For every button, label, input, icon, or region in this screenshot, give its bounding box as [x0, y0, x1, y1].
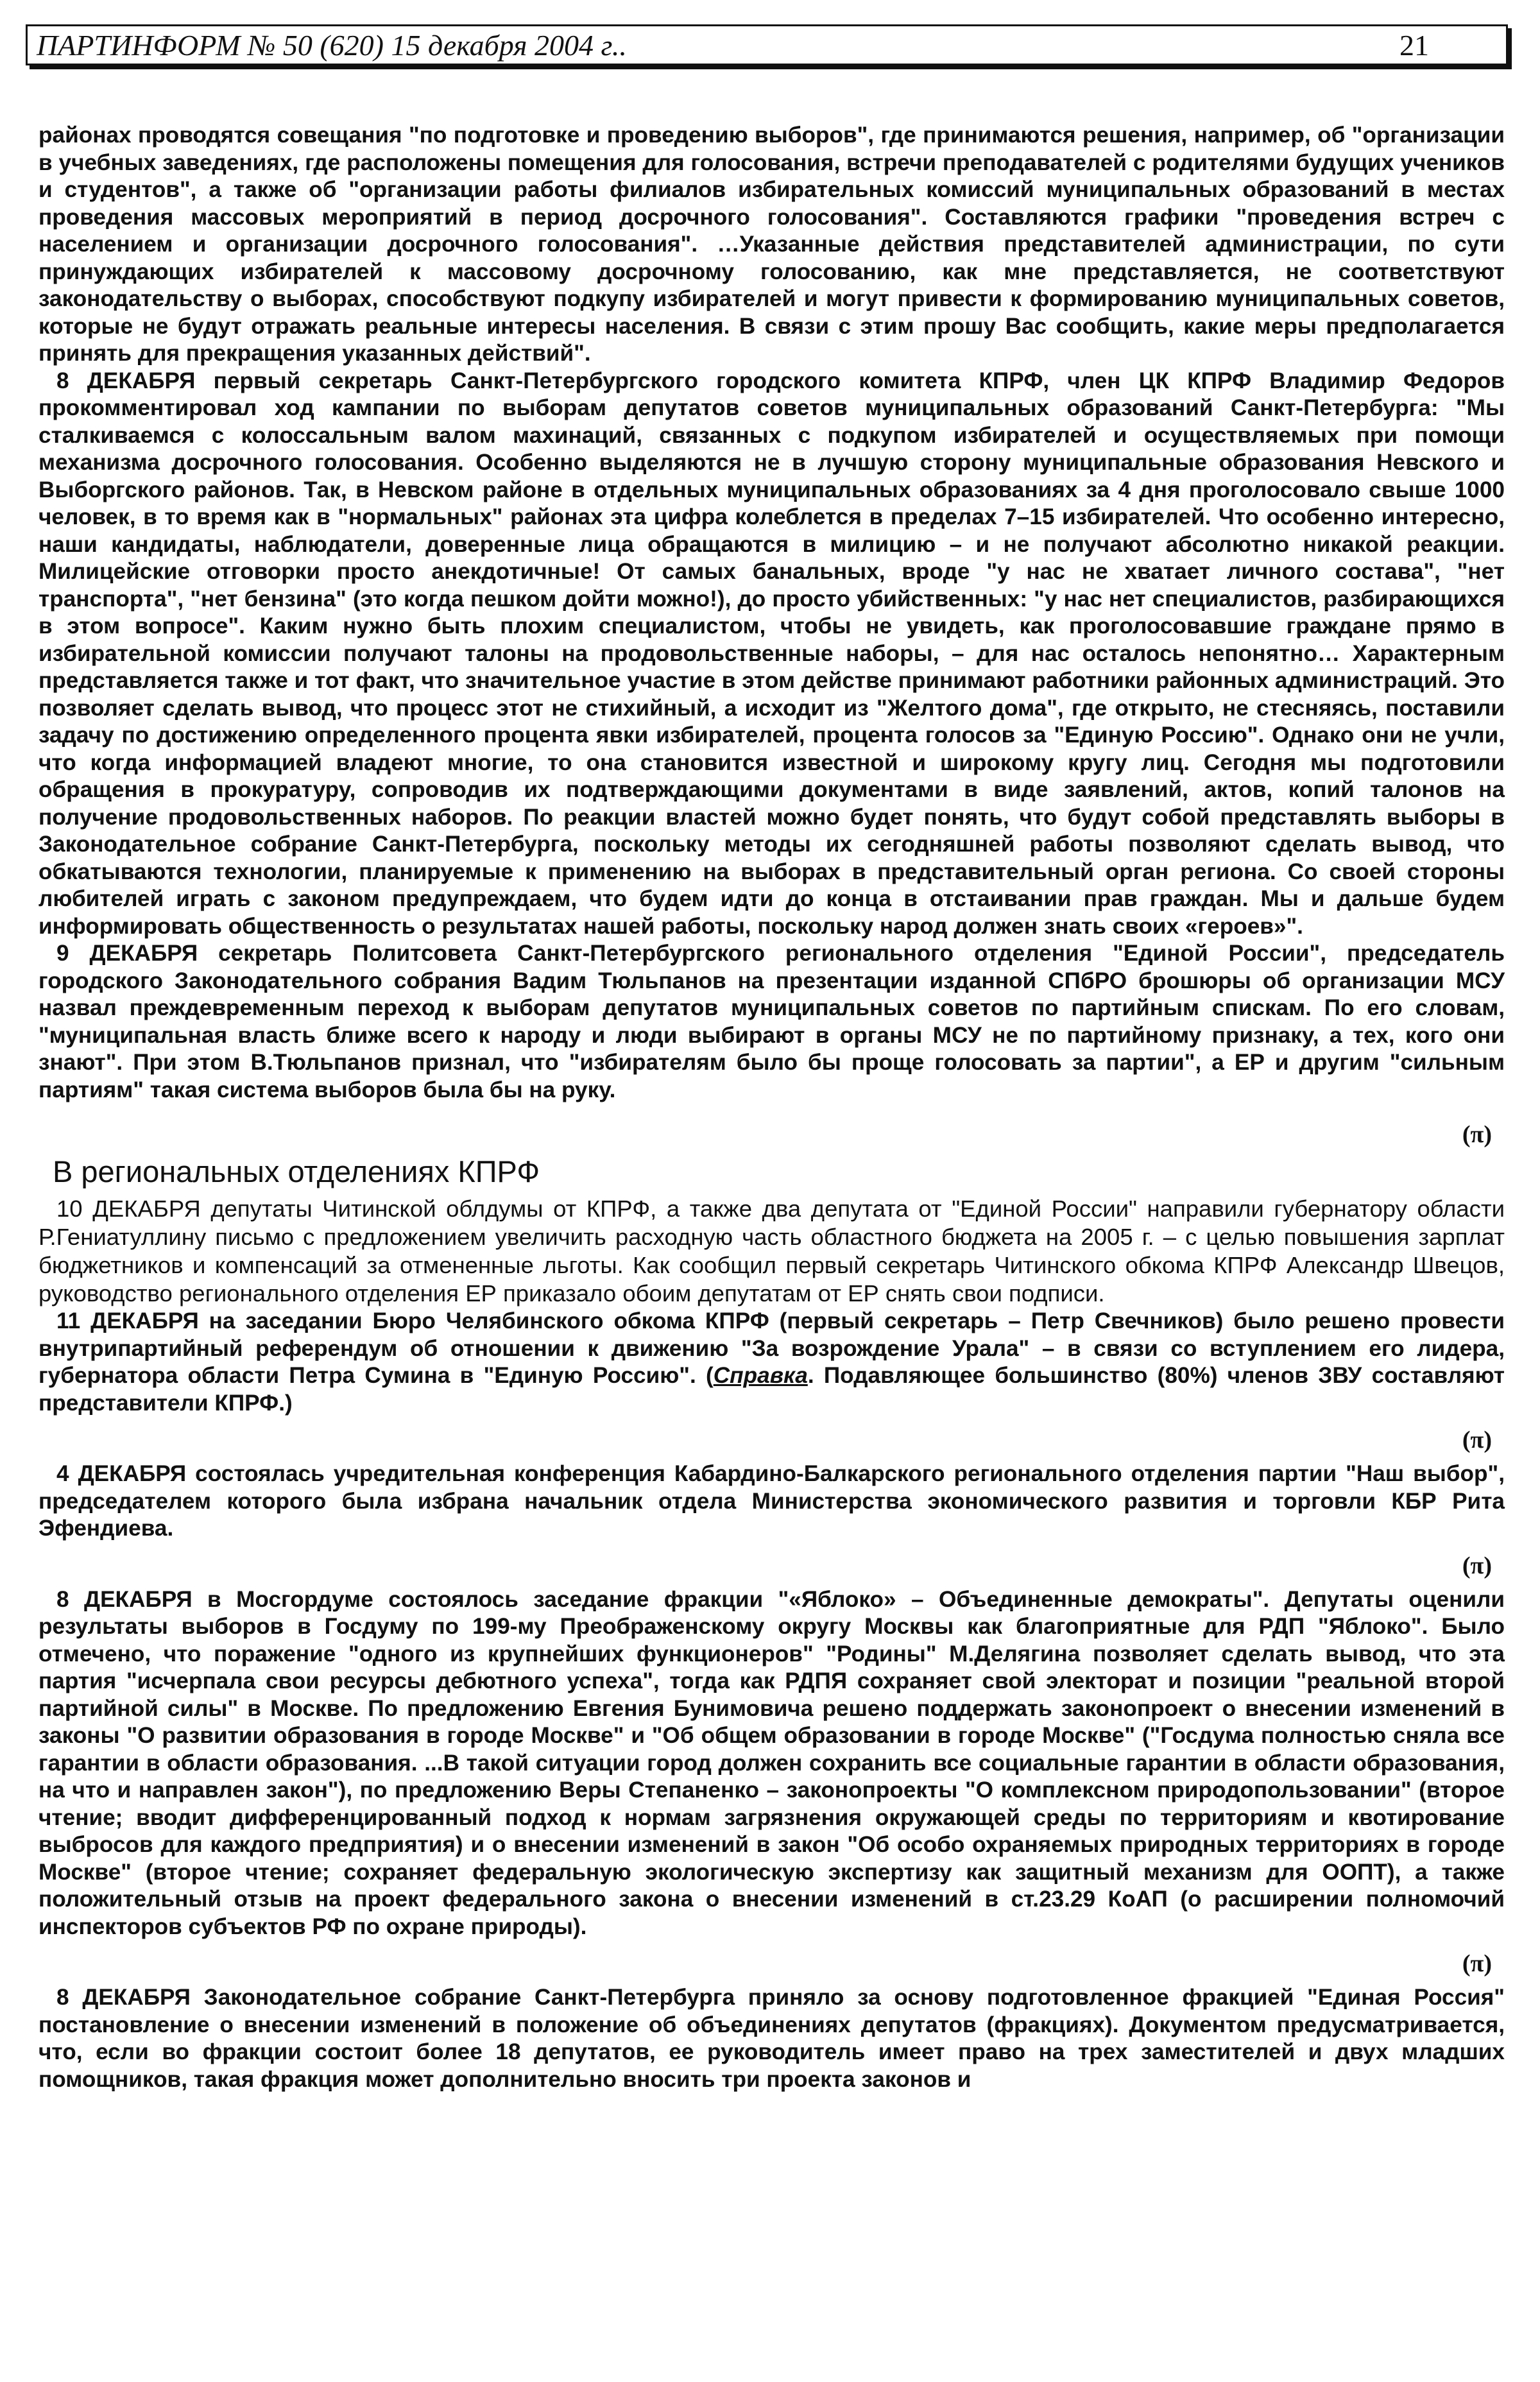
paragraph-kbr: 4 ДЕКАБРЯ состоялась учредительная конференция Кабардино-Балкарского регионального отделения партии "Наш выбор", председателем которого была избрана начальник отдела Министерства экономического развития и торговли КБР Рита Эфендиева.	[38, 1461, 1505, 1541]
paragraph-letter-continuation: районах проводятся совещания "по подготовке и проведению выборов", где принимаются решения, например, об "организации в учебных заведениях, где расположены помещения для голосования, встречи преподавателей с родителями будущих учеников и студентов", а также об "организации работы филиалов избирательных комиссий муниципальных образований в местах проведения массовых мероприятий в период досрочного голосования". Составляются графики "проведения встреч с населением и организации досрочного голосования". …Указанные действия представителей администрации, по сути принуждающих избирателей к массовому досрочному голосованию, как мне представляется, не соответствуют законодательству о выборах, способствуют подкупу избирателей и могут привести к формированию муниципальных советов, которые не будут отражать реальные интересы населения. В связи с этим прошу Вас сообщить, какие меры предполагается принять для прекращения указанных действий".	[38, 123, 1505, 366]
source-mark: (π)	[1462, 1427, 1492, 1453]
source-mark: (π)	[1462, 1552, 1492, 1579]
reference-link[interactable]: Справка	[713, 1363, 808, 1388]
paragraph-spb-assembly: 8 ДЕКАБРЯ Законодательное собрание Санкт-Петербурга приняло за основу подготовленное фракцией "Единая Россия" постановление о внесении изменений в положение об объединениях депутатов (фракциях). Документом предусматривается, что, если во фракции состоит более 18 депутатов, ее руководитель имеет право на трех заместителей и двух младших помощников, такая фракция может дополнительно вносить три проекта законов и	[38, 1985, 1505, 2092]
paragraph-mosgorduma: 8 ДЕКАБРЯ в Мосгордуме состоялось заседание фракции "«Яблоко» – Объединенные демократы". Депутаты оценили результаты выборов в Госдуму по 199-му Преображенскому округу Москвы как благоприятные для РДП "Яблоко". Было отмечено, что поражение "одного из крупнейших функционеров" "Родины" М.Делягина позволяет сделать вывод, что эта партия "исчерпала свои ресурсы дебютного успеха", тогда как РДПЯ сохраняет свой электорат и позиции "реальной второй партийной силы" в Москве. По предложению Евгения Бунимовича решено поддержать законопроект о внесении изменений в законы "О развитии образования в городе Москве" и "Об общем образовании в городе Москве" ("Госдума полностью сняла все гарантии в области образования. ...В такой ситуации город должен сохранить все социальные гарантии в области образования, на что и направлен закон"), по предложению Веры Степаненко – законопроекты "О комплексном природопользовании" (второе чтение; вводит дифференцированный подход к нормам загрязнения окружающей среды по территориям и квотирование выбросов для каждого предприятия) и о внесении изменений в закон "Об особо охраняемых природных территориях в городе Москве" (второе чтение; сохраняет федеральную экологическую экспертизу как защитный механизм для ООПТ), а также положительный отзыв на проект федерального закона о внесении изменений в ст.23.29 КоАП (о расширении полномочий инспекторов субъектов РФ по охране природы).	[38, 1586, 1505, 1939]
paragraph-chelyabinsk	[38, 1308, 1505, 1417]
source-mark: (π)	[1462, 1950, 1492, 1977]
paragraph-chita: 10 ДЕКАБРЯ депутаты Читинской облдумы от КПРФ, а также два депутата от "Единой России" направили губернатору области Р.Гениатуллину письмо с предложением увеличить расходную часть областного бюджета на 2005 г. – с целью повышения зарплат бюджетников и компенсаций за отмененные льготы. Как сообщил первый секретарь Читинского обкома КПРФ Александр Швецов, руководство регионального отделения ЕР приказало обоим депутатам от ЕР снять свои подписи.	[38, 1195, 1505, 1307]
paragraph-chelyabinsk-text: 11 ДЕКАБРЯ на заседании Бюро Челябинского обкома КПРФ (первый секретарь – Петр Свечников) было решено провести внутрипартийный референдум об отношении к движению "За возрождение Урала" – в связи со вступлением его лидера, губернатора области Петра Сумина в "Единую Россию". (	[38, 1308, 1505, 1388]
page-header	[26, 24, 1508, 65]
paragraph-tyulpanov: 9 ДЕКАБРЯ секретарь Политсовета Санкт-Петербургского регионального отделения "Единой России", председатель городского Законодательного собрания Вадим Тюльпанов на презентации изданной СПбРО брошюры об организации МСУ назвал преждевременным переход к выборам депутатов муниципальных советов по партийным спискам. По его словам, "муниципальная власть ближе всего к народу и люди выбирают в органы МСУ не по партийному признаку, а тех, кого они знают". При этом В.Тюльпанов признал, что "избирателям было бы проще голосовать за партии", а ЕР и другим "сильным партиям" такая система выборов была бы на руку.	[38, 941, 1505, 1102]
section-heading: В региональных отделениях КПРФ	[53, 1154, 540, 1188]
source-mark: (π)	[1462, 1121, 1492, 1148]
paragraph-fedorov: 8 ДЕКАБРЯ первый секретарь Санкт-Петербургского городского комитета КПРФ, член ЦК КПРФ Владимир Федоров прокомментировал ход кампании по выборам депутатов советов муниципальных образований Санкт-Петербурга: "Мы сталкиваемся с колоссальным валом махинаций, связанных с подкупом избирателей и осуществляемых при помощи механизма досрочного голосования. Особенно выделяются не в лучшую сторону муниципальные образования Невского и Выборгского районов. Так, в Невском районе в отдельных муниципальных образованиях за 4 дня проголосовало свыше 1000 человек, в то время как в "нормальных" районах эта цифра колеблется в пределах 7–15 избирателей. Что особенно интересно, наши кандидаты, наблюдатели, доверенные лица обращаются в милицию – и не получают абсолютно никакой реакции. Милицейские отговорки просто анекдотичные! От самых банальных, вроде "у нас не хватает личного состава", "нет транспорта", "нет бензина" (это когда пешком дойти можно!), до просто убийственных: "у нас нет специалистов, разбирающихся в этом вопросе". Каким нужно быть плохим специалистом, чтобы не увидеть, как проголосовавшие граждане прямо в избирательной комиссии получают талоны на продовольственные наборы, – для нас осталось непонятно… Характерным представляется также и тот факт, что значительное участие в этом действе принимают работники районных администраций. Это позволяет сделать вывод, что процесс этот не стихийный, а исходит из "Желтого дома", где открыто, не стесняясь, поставили задачу по достижению определенного процента явки избирателей, процента голосов за "Единую Россию". Однако они не учли, что когда информацией владеют многие, то она становится известной и широкому кругу лиц. Сегодня мы подготовили обращения в прокуратуру, сопроводив их подтверждающими документами в виде заявлений, актов, копий талонов на получение продовольственных наборов. По реакции властей можно будет понять, что будут собой представлять выборы в Законодательное собрание Санкт-Петербурга, поскольку методы их сегодняшней работы позволяют сделать вывод, что обкатываются технологии, планируемые к применению на выборах в представительный орган региона. Со своей стороны любителей играть с законом предупреждаем, что будем идти до конца в отстаивании прав граждан. Мы и дальше будем информировать общественность о результатах нашей работы, поскольку народ должен знать своих «героев»".	[38, 368, 1505, 939]
paragraph-chelyabinsk-tail: . Подавляющее большинство (80%) членов ЗВУ составляют представители КПРФ.)	[38, 1363, 1505, 1416]
publication-title: ПАРТИНФОРМ № 50 (620) 15 декабря 2004 г..	[37, 28, 627, 62]
page-number: 21	[1399, 28, 1429, 62]
article-body	[38, 122, 1505, 2093]
